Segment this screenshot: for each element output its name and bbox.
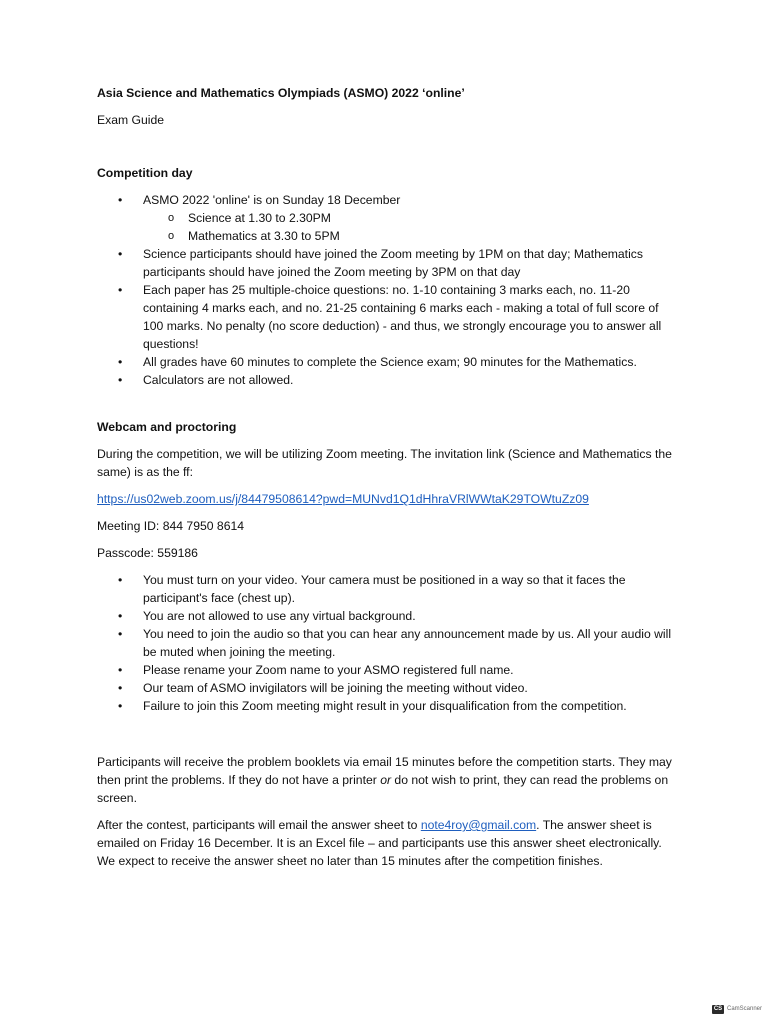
list-item: • Our team of ASMO invigilators will be joining the meeting without video. (97, 679, 682, 697)
emphasis-text: or (380, 773, 392, 787)
list-item: • Failure to join this Zoom meeting might result in your disqualification from the competition. (97, 697, 682, 715)
zoom-link[interactable]: https://us02web.zoom.us/j/84479508614?pwd=MUNvd1Q1dHhraVRlWWtaK29TOWtuZz09 (97, 492, 589, 506)
list-item: • All grades have 60 minutes to complete the Science exam; 90 minutes for the Mathematics. (97, 353, 682, 371)
competition-day-heading: Competition day (97, 166, 193, 180)
list-item: • You are not allowed to use any virtual background. (97, 607, 682, 625)
answer-sheet-paragraph: After the contest, participants will email the answer sheet to note4roy@gmail.com. The answer sheet is emailed on Friday 16 December. It is an Excel file – and participants use this answer sheet electronically. We expect to receive the answer sheet no later than 15 minutes after the competition finishes. (97, 818, 662, 868)
list-item: • Science participants should have joined the Zoom meeting by 1PM on that day; Mathematics participants should have joined the Zoom meeting by 3PM on that day (97, 245, 682, 281)
list-item: • You need to join the audio so that you can hear any announcement made by us. All your audio will be muted when joining the meeting. (97, 625, 682, 661)
webcam-rules-list (97, 571, 682, 715)
document-subtitle: Exam Guide (97, 113, 165, 127)
list-item: • You must turn on your video. Your camera must be positioned in a way so that it faces the participant's face (chest up). (97, 571, 682, 607)
document-page (97, 84, 682, 879)
competition-day-list (97, 191, 682, 389)
document-title: Asia Science and Mathematics Olympiads (ASMO) 2022 ‘online’ (97, 86, 465, 100)
list-item: • Each paper has 25 multiple-choice questions: no. 1-10 containing 3 marks each, no. 11-20 containing 4 marks each, and no. 21-25 containing 6 marks each - making a total of full score of 100 marks. No penalty (no score deduction) - and thus, we strongly encourage you to answer all questions! (97, 281, 682, 353)
meeting-id: Meeting ID: 844 7950 8614 (97, 519, 245, 533)
scanner-watermark (712, 1000, 762, 1018)
zoom-link-paragraph (97, 490, 682, 508)
list-item: • Calculators are not allowed. (97, 371, 682, 389)
passcode: Passcode: 559186 (97, 546, 198, 560)
list-item: • Please rename your Zoom name to your ASMO registered full name. (97, 661, 682, 679)
list-item: • ASMO 2022 'online' is on Sunday 18 December o Science at 1.30 to 2.30PM o Mathematics at 3.30 to 5PM (97, 191, 682, 245)
webcam-intro: During the competition, we will be utilizing Zoom meeting. The invitation link (Science and Mathematics the same) is as the ff: (97, 447, 672, 479)
email-link[interactable]: note4roy@gmail.com (420, 818, 537, 832)
camscanner-icon: CS (713, 1005, 723, 1012)
watermark-label: CamScanner (726, 1006, 762, 1012)
booklets-paragraph: Participants will receive the problem booklets via email 15 minutes before the competition starts. They may then print the problems. If they do not have a printer or do not wish to print, they can read the problems on screen. (97, 755, 672, 805)
list-item: o Mathematics at 3.30 to 5PM (143, 227, 682, 245)
schedule-sublist (143, 209, 682, 245)
webcam-heading: Webcam and proctoring (97, 420, 237, 434)
list-item: o Science at 1.30 to 2.30PM (143, 209, 682, 227)
